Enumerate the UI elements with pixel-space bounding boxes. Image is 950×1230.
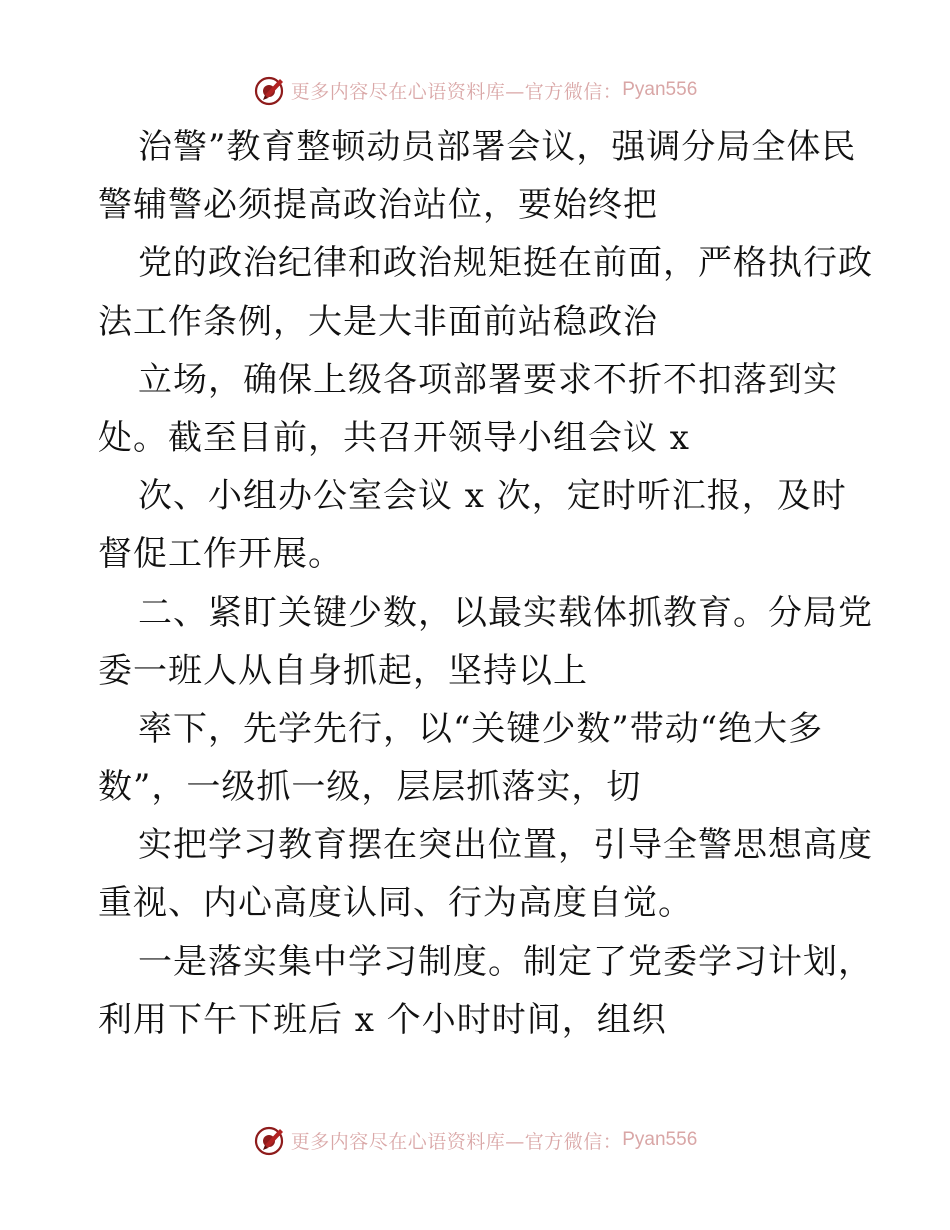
text-line: 一是落实集中学习制度。制定了党委学习计划， — [138, 941, 873, 982]
text-line: 治警”教育整顿动员部署会议，强调分局全体民 — [138, 127, 857, 167]
header-banner — [0, 70, 950, 110]
banner-text: 更多内容尽在心语资料库—官方微信： — [290, 1130, 623, 1153]
text-line: 次、小组办公室会议 x 次，定时听汇报，及时 — [138, 476, 847, 517]
text-line: 重视、内心高度认同、行为高度自觉。 — [98, 883, 693, 924]
text-line: 处。截至目前，共召开领导小组会议 x — [98, 417, 690, 458]
text-line: 二、紧盯关键少数，以最实载体抓教育。分局党 — [138, 592, 873, 633]
text-line: 法工作条例，大是大非面前站稳政治 — [98, 301, 658, 342]
document-body — [98, 118, 873, 1049]
footer-banner — [0, 1120, 950, 1160]
text-line: 利用下午下班后 x 个小时时间，组织 — [98, 999, 667, 1040]
text-line: 率下，先学先行，以“关键少数”带动“绝大多 — [138, 708, 824, 749]
text-line: 立场，确保上级各项部署要求不折不扣落到实 — [138, 359, 838, 400]
text-line: 警辅警必须提高政治站位，要始终把 — [98, 185, 658, 226]
pen-logo-icon — [253, 73, 287, 107]
text-line: 数”，一级抓一级，层层抓落实，切 — [98, 767, 642, 808]
pen-logo-icon — [253, 1123, 287, 1157]
text-line: 委一班人从自身抓起，坚持以上 — [98, 650, 588, 691]
banner-wechat-id: Pyan556 — [622, 1129, 698, 1150]
banner-wechat-id: Pyan556 — [622, 79, 698, 100]
text-line: 党的政治纪律和政治规矩挺在前面，严格执行政 — [138, 243, 873, 284]
text-line: 督促工作开展。 — [98, 534, 343, 575]
text-line: 实把学习教育摆在突出位置，引导全警思想高度 — [138, 825, 873, 866]
banner-text: 更多内容尽在心语资料库—官方微信： — [290, 80, 623, 103]
